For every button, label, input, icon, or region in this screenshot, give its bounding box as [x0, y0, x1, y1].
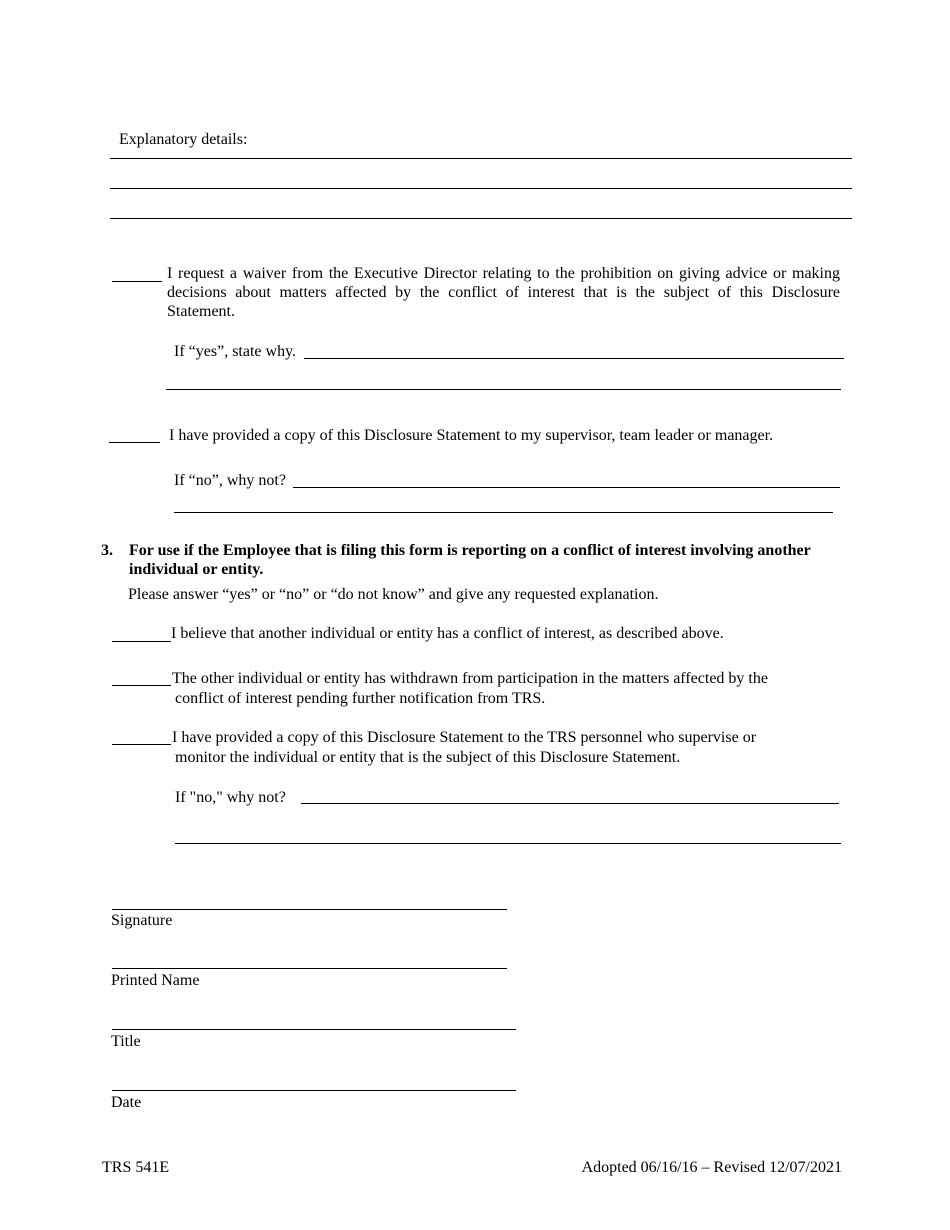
footer-form-id: TRS 541E [102, 1159, 170, 1176]
title-label: Title [111, 1033, 141, 1050]
title-line[interactable] [112, 1029, 516, 1030]
copy-supervisor-answer-blank[interactable] [109, 442, 160, 443]
item-2-text-line-2: conflict of interest pending further notification from TRS. [175, 690, 546, 707]
footer-revision: Adopted 06/16/16 – Revised 12/07/2021 [581, 1159, 842, 1176]
item-1-answer-blank[interactable] [112, 641, 171, 642]
date-label: Date [111, 1094, 142, 1111]
printed-name-label: Printed Name [111, 972, 200, 989]
printed-name-line[interactable] [112, 968, 507, 969]
item-3-reason-line-2[interactable] [175, 843, 841, 844]
waiver-if-yes-label: If “yes”, state why. [174, 343, 297, 360]
section-3-heading: For use if the Employee that is filing this form is reporting on a conflict of interest involving another individual or entity. [129, 542, 811, 578]
signature-line[interactable] [112, 909, 507, 910]
item-3-answer-blank[interactable] [112, 744, 171, 745]
item-3-if-no-label: If "no," why not? [175, 789, 286, 806]
copy-supervisor-if-no-label: If “no”, why not? [174, 472, 286, 489]
waiver-reason-line-1[interactable] [304, 358, 844, 359]
explanatory-line-2[interactable] [110, 188, 852, 189]
item-3-text-line-1: I have provided a copy of this Disclosure Statement to the TRS personnel who supervise or [172, 729, 757, 746]
signature-label: Signature [111, 912, 173, 929]
item-3-reason-line-1[interactable] [301, 803, 839, 804]
section-3-number: 3. [101, 542, 113, 559]
explanatory-line-1[interactable] [110, 158, 852, 159]
date-line[interactable] [112, 1090, 516, 1091]
explanatory-details-label: Explanatory details: [119, 131, 248, 148]
copy-supervisor-reason-line-1[interactable] [293, 487, 840, 488]
item-2-text-line-1: The other individual or entity has withdrawn from participation in the matters affected by the [172, 670, 768, 687]
explanatory-line-3[interactable] [110, 218, 852, 219]
copy-supervisor-reason-line-2[interactable] [174, 512, 833, 513]
waiver-reason-line-2[interactable] [166, 389, 841, 390]
item-2-answer-blank[interactable] [112, 685, 171, 686]
item-3-text-line-2: monitor the individual or entity that is the subject of this Disclosure Statement. [175, 749, 681, 766]
item-1-text: I believe that another individual or entity has a conflict of interest, as described above. [171, 625, 724, 642]
waiver-request-text: I request a waiver from the Executive Director relating to the prohibition on giving advice or making decisions about matters affected by the conflict of interest that is the subject of this Disclosure Statement. [167, 265, 840, 320]
waiver-answer-blank[interactable] [112, 281, 162, 282]
copy-supervisor-text: I have provided a copy of this Disclosure Statement to my supervisor, team leader or manager. [169, 427, 774, 444]
section-3-instruction: Please answer “yes” or “no” or “do not know” and give any requested explanation. [128, 586, 659, 603]
